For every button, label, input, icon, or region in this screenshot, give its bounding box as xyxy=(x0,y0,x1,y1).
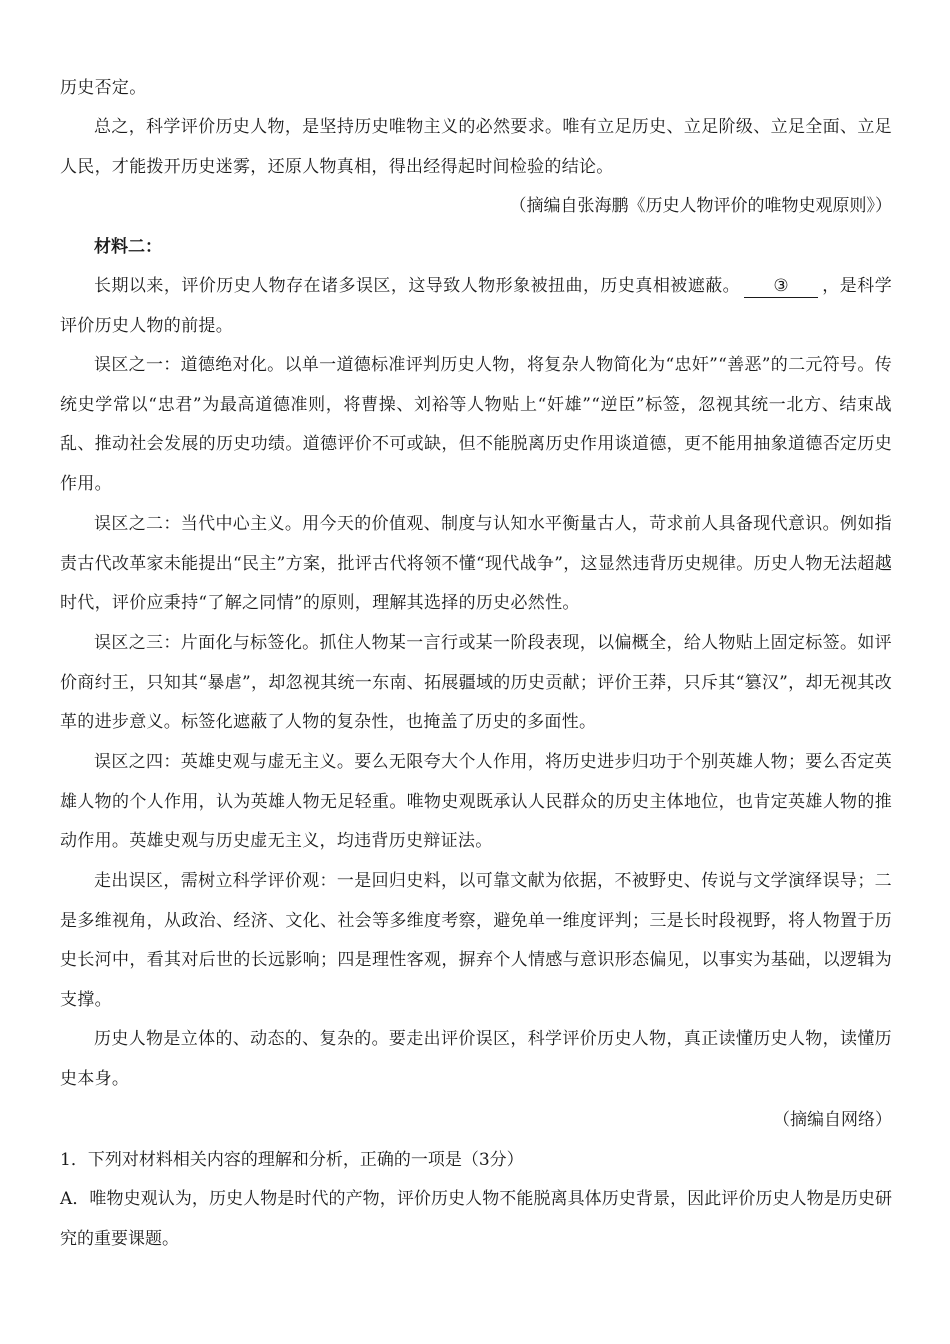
misconception-4: 误区之四：英雄史观与虚无主义。要么无限夸大个人作用，将历史进步归功于个别英雄人物；要么否定英雄人物的个人作用，认为英雄人物无足轻重。唯物史观既承认人民群众的历史主体地位，也肯定英雄人物的推动作用。英雄史观与历史虚无主义，均违背历史辩证法。 xyxy=(60,752,892,851)
question-1-stem: 1．下列对材料相关内容的理解和分析，正确的一项是（3分） xyxy=(60,1150,524,1170)
material2-source: （摘编自网络） xyxy=(773,1110,892,1130)
material2-heading: 材料二： xyxy=(94,237,162,257)
fill-blank-3[interactable]: ③ xyxy=(744,275,818,298)
misconception-1: 误区之一：道德绝对化。以单一道德标准评判历史人物，将复杂人物简化为“忠奸”“善恶”的二元符号。传统史学常以“忠君”为最高道德准则，将曹操、刘裕等人物贴上“奸雄”“逆臣”标签，忽视其统一北方、结束战乱、推动社会发展的历史功绩。道德评价不可或缺，但不能脱离历史作用谈道德，更不能用抽象道德否定历史作用。 xyxy=(60,355,892,494)
question-1-option-a[interactable]: A．唯物史观认为，历史人物是时代的产物，评价历史人物不能脱离具体历史背景，因此评价历史人物是历史研究的重要课题。 xyxy=(60,1189,892,1249)
material1-source: （摘编自张海鹏《历史人物评价的唯物史观原则》） xyxy=(509,196,892,216)
conclusion-paragraph: 历史人物是立体的、动态的、复杂的。要走出评价误区，科学评价历史人物，真正读懂历史人物，读懂历史本身。 xyxy=(60,1029,892,1089)
misconception-2: 误区之二：当代中心主义。用今天的价值观、制度与认知水平衡量古人，苛求前人具备现代意识。例如指责古代改革家未能提出“民主”方案，批评古代将领不懂“现代战争”，这显然违背历史规律。历史人物无法超越时代，评价应秉持“了解之同情”的原则，理解其选择的历史必然性。 xyxy=(60,514,892,613)
misconception-3: 误区之三：片面化与标签化。抓住人物某一言行或某一阶段表现，以偏概全，给人物贴上固定标签。如评价商纣王，只知其“暴虐”，却忽视其统一东南、拓展疆域的历史贡献；评价王莽，只斥其“篡汉”，却无视其改革的进步意义。标签化遮蔽了人物的复杂性，也掩盖了历史的多面性。 xyxy=(60,633,892,732)
material1-summary: 总之，科学评价历史人物，是坚持历史唯物主义的必然要求。唯有立足历史、立足阶级、立足全面、立足人民，才能拨开历史迷雾，还原人物真相，得出经得起时间检验的结论。 xyxy=(60,117,892,177)
material1-tail-line: 历史否定。 xyxy=(60,78,147,98)
solution-paragraph: 走出误区，需树立科学评价观：一是回归史料，以可靠文献为依据，不被野史、传说与文学演绎误导；二是多维视角，从政治、经济、文化、社会等多维度考察，避免单一维度评判；三是长时段视野，将人物置于历史长河中，看其对后世的长远影响；四是理性客观，摒弃个人情感与意识形态偏见，以事实为基础，以逻辑为支撑。 xyxy=(60,871,892,1010)
intro-after-blank: ，是科学评价历史人物的前提。 xyxy=(60,276,892,336)
intro-before-blank: 长期以来，评价历史人物存在诸多误区，这导致人物形象被扭曲，历史真相被遮蔽。 xyxy=(94,276,741,296)
material2-intro xyxy=(60,267,892,346)
